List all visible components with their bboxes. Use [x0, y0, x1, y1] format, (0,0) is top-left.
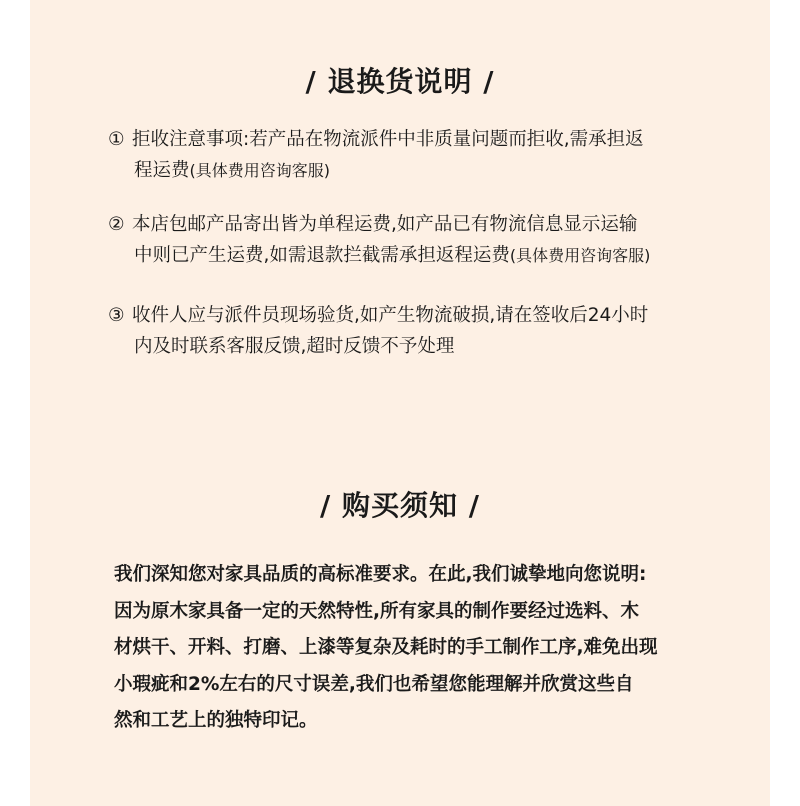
item-text-line2: 中则已产生运费,如需退款拦截需承担返程运费 [134, 245, 510, 266]
item-note: (具体费用咨询客服) [509, 246, 651, 265]
content-panel [30, 0, 770, 806]
purchase-line: 小瑕疵和2%左右的尺寸误差,我们也希望您能理解并欣赏这些自 [114, 673, 634, 695]
returns-item-1 [108, 124, 728, 186]
item-text-line2: 程运费 [134, 160, 190, 181]
returns-item-3 [108, 300, 728, 362]
purchase-notice-text [114, 557, 714, 740]
item-number: ② [108, 214, 125, 235]
item-number: ③ [108, 305, 125, 326]
purchase-line: 材烘干、开料、打磨、上漆等复杂及耗时的手工制作工序,难免出现 [114, 637, 658, 658]
purchase-line: 然和工艺上的独特印记。 [114, 710, 318, 731]
returns-item-2 [108, 209, 728, 271]
purchase-title: / 购买须知 / [320, 489, 480, 522]
item-text-line1: 收件人应与派件员现场验货,如产生物流破损,请在签收后24小时 [132, 305, 649, 326]
item-note: (具体费用咨询客服) [189, 161, 331, 180]
item-number: ① [108, 129, 125, 150]
purchase-line: 我们深知您对家具品质的高标准要求。在此,我们诚挚地向您说明: [114, 564, 647, 585]
item-text-line1: 拒收注意事项:若产品在物流派件中非质量问题而拒收,需承担返 [132, 129, 644, 150]
item-text-line2: 内及时联系客服反馈,超时反馈不予处理 [134, 336, 455, 357]
purchase-line: 因为原木家具备一定的天然特性,所有家具的制作要经过选料、木 [114, 600, 640, 622]
returns-title: / 退换货说明 / [305, 65, 495, 98]
item-text-line1: 本店包邮产品寄出皆为单程运费,如产品已有物流信息显示运输 [132, 214, 638, 235]
